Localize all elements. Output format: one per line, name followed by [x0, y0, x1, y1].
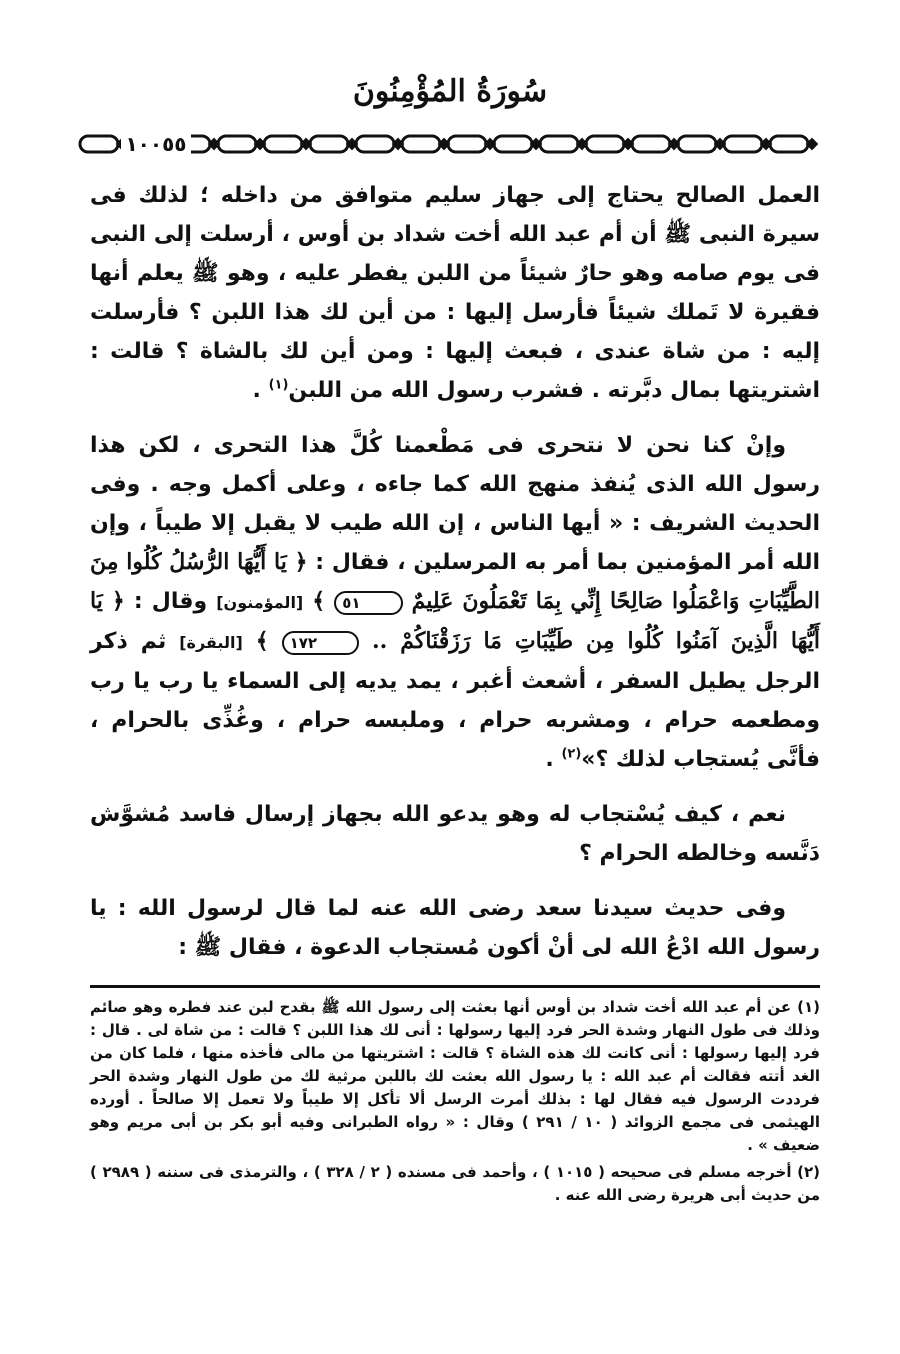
paragraph-4: وفى حديث سيدنا سعد رضى الله عنه لما قال لرسول الله : يا رسول الله ادْعُ الله لى أنْ أكون مُستجاب الدعوة ، فقال ﷺ : [90, 896, 820, 960]
quran-verse-1-close: ﴾ [303, 588, 335, 614]
footnote-ref-1: (١) [268, 377, 289, 393]
paragraph-2 [90, 426, 820, 779]
paragraph-2-text-a: وإنْ كنا نحن لا نتحرى فى مَطْعمنا كُلَّ هذا التحرى ، لكن هذا رسول الله الذى يُنفذ منهج الله كما جاءه ، وعلى أكمل وجه . وفى الحديث الشريف : « أيها الناس ، إن الله طيب لا يقبل إلا طيباً ، وإن الله أمر المؤمنين بما أمر به المرسلين ، فقال : [90, 433, 821, 575]
chain-ornament-icon [76, 126, 846, 162]
footnote-separator [90, 985, 820, 988]
footnote-2: (٢) أخرجه مسلم فى صحيحه ( ١٠١٥ ) ، وأحمد فى مسنده ( ٢ / ٣٢٨ ) ، والترمذى فى سننه ( ٢٩٨٩ ) من حديث أبى هريرة رضى الله عنه . [90, 1163, 820, 1204]
footnote-ref-2: (٢) [561, 746, 582, 762]
quran-verse-2: ﴿ يَا أَيُّهَا الَّذِينَ آمَنُوا كُلُوا مِن طَيِّبَاتِ مَا رَزَقْنَاكُمْ .. [90, 588, 820, 654]
paragraph-2-text-b: وقال : [124, 589, 217, 614]
footnotes [90, 996, 820, 1211]
paragraph-3: نعم ، كيف يُسْتجاب له وهو يدعو الله بجهاز إرسال فاسد مُشوَّش دَنَّسه وخالطه الحرام ؟ [90, 802, 820, 866]
quran-verse-1: ﴿ يَا أَيُّهَا الرُّسُلُ كُلُوا مِنَ الطَّيِّبَاتِ وَاعْمَلُوا صَالِحًا إِنِّي بِمَا تَعْمَلُونَ عَلِيمٌ [90, 549, 820, 614]
paragraph-1-text: العمل الصالح يحتاج إلى جهاز سليم متوافق من داخله ؛ لذلك فى سيرة النبى ﷺ أن أم عبد الله أخت شداد بن أوس ، أرسلت إلى النبى فى يوم صامه وهو حارٌ شيئاً من اللبن يفطر عليه ، وهو ﷺ يعلم أنها فقيرة لا تَملك شيئاً فأرسل إليها : من أين لك هذا اللبن ؟ فأرسلت إليه : من شاة عندى ، فبعث إليها : ومن أين لك بالشاة ؟ قالت : اشتريتها بمال دبَّرته . فشرب رسول الله من اللبن [90, 183, 820, 403]
verse-number-2: ١٧٢ [282, 631, 359, 655]
verse-number-1: ٥١ [334, 591, 402, 615]
paragraph-2-end: . [545, 747, 562, 772]
footnote-1: (١) عن أم عبد الله أخت شداد بن أوس أنها بعثت إلى رسول الله ﷺ بقدح لبن عند فطره وهو صائم وذلك فى طول النهار وشدة الحر فرد إليها رسولها : أنى لك هذا اللبن ؟ قالت : من شاة لى . قال : فرد إليها رسولها : أنى كانت لك هذه الشاة ؟ قالت : اشتريتها من مالى فأخذه منها ، فلما كان من الغد أتته فقالت أم عبد الله : يا رسول الله بعثت لك باللبن مرثية لك من طول النهار وشدة الحر فرددت الرسول فيه فقال لها : بذلك أمرت الرسل ألا تأكل إلا طيباً ولا تعمل إلا صالحاً . أورده الهيثمى فى مجمع الزوائد ( ١٠ / ٢٩١ ) وقال : « رواه الطبرانى وفيه أبو بكر بن أبى مريم وهو ضعيف » . [90, 998, 820, 1154]
quran-verse-2-close: ﴾ [242, 628, 282, 654]
paragraph-1-end: . [252, 378, 269, 403]
page-number: ١٠٠٥٥ [121, 126, 191, 162]
main-text [90, 176, 820, 983]
surah-ref-1: [المؤمنون] [216, 593, 304, 612]
ornament-border [76, 126, 846, 162]
surah-ref-2: [البقرة] [179, 633, 243, 652]
surah-title: سُورَةُ المُؤْمِنُونَ [352, 74, 548, 109]
paragraph-2-text-c: ثم ذكر الرجل يطيل السفر ، أشعث أغبر ، يمد يديه إلى السماء يا رب يا رب ومطعمه حرام ، ومشربه حرام ، وملبسه حرام ، وغُذِّى بالحرام ، فأنَّى يُستجاب لذلك ؟» [90, 629, 820, 772]
paragraph-1 [90, 176, 820, 410]
